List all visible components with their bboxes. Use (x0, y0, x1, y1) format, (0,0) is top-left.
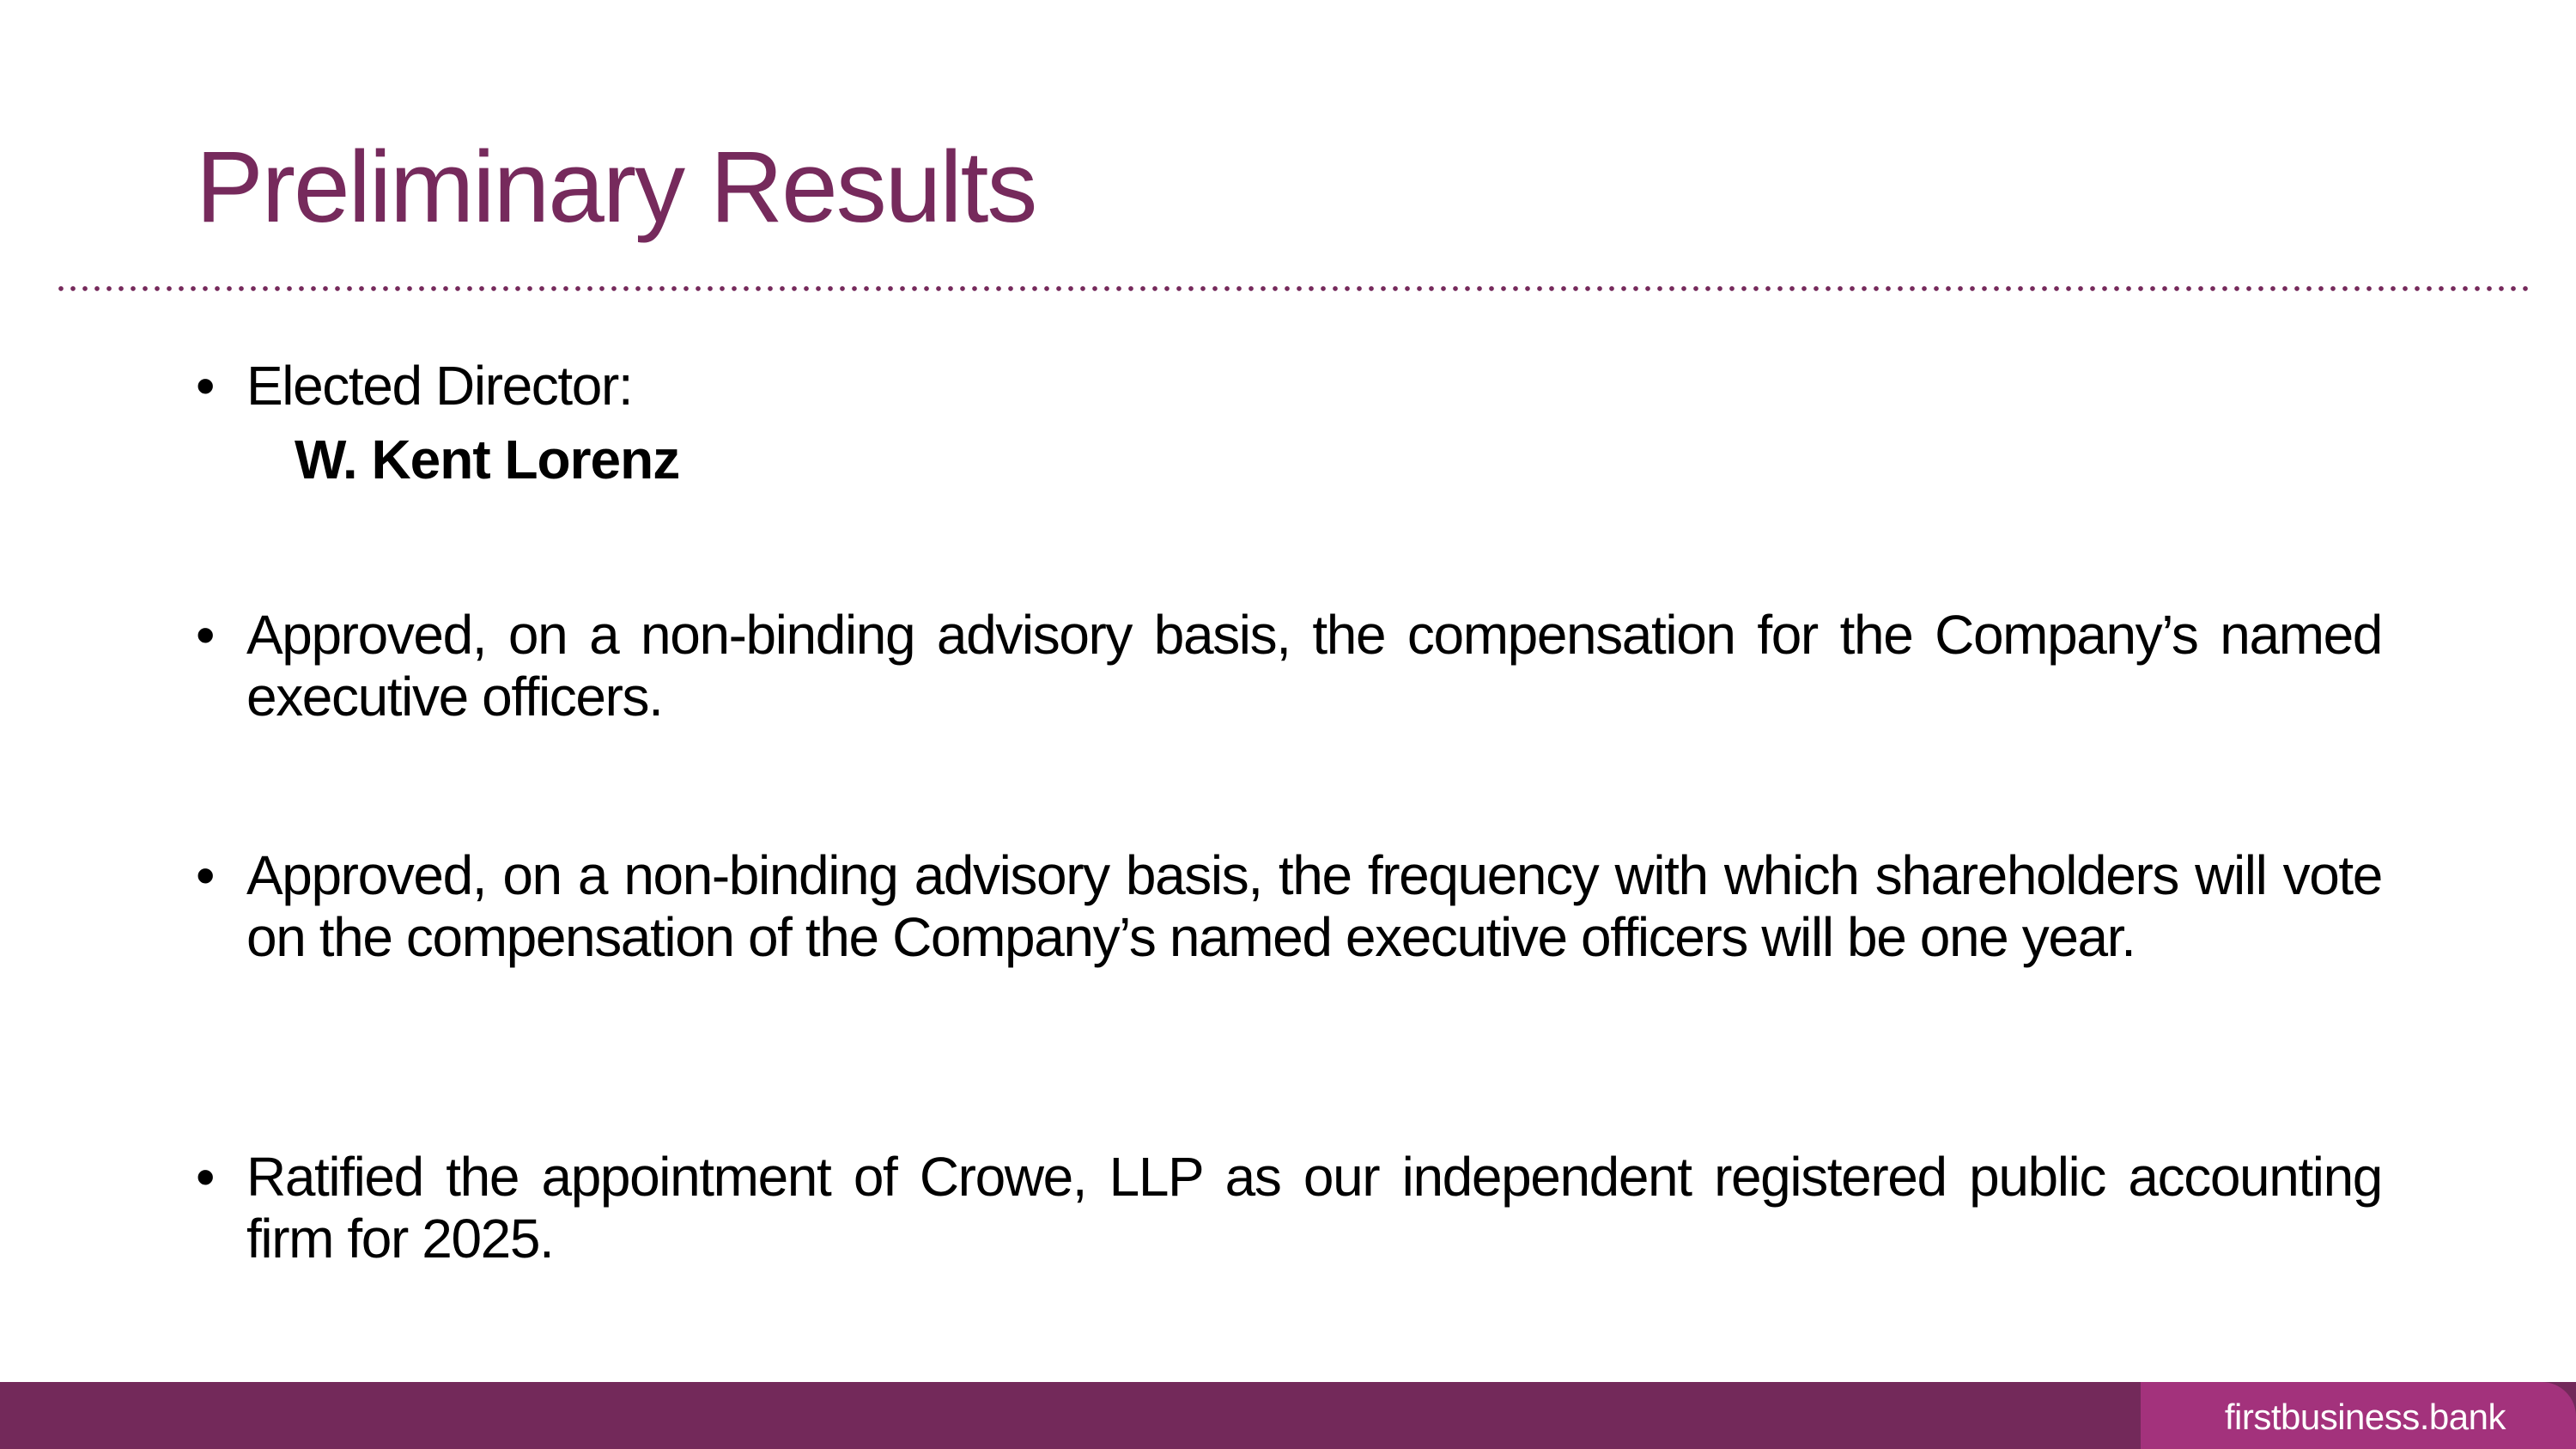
bullet-text: Approved, on a non-binding advisory basis, the frequency with which shareholders will vote on the compensation of the Company’s named executive officers will be one year. (246, 844, 2382, 968)
bullet-item-compensation (196, 604, 2382, 728)
bullet-dot-icon: • (196, 844, 216, 906)
bullet-dot-icon: • (196, 604, 216, 666)
dotted-divider (58, 286, 2528, 291)
footer-url: firstbusiness.bank (2224, 1397, 2506, 1437)
bullet-text: Approved, on a non-binding advisory basis, the compensation for the Company’s named executive officers. (246, 604, 2382, 728)
bullet-item-frequency (196, 844, 2382, 968)
footer-url-tab (2141, 1382, 2576, 1449)
bullet-text: Elected Director: (246, 355, 633, 417)
bullet-item-elected-director (196, 355, 2382, 490)
director-name: W. Kent Lorenz (295, 429, 680, 490)
slide-title: Preliminary Results (196, 131, 1036, 244)
bullet-dot-icon: • (196, 1146, 216, 1208)
bullet-text: Ratified the appointment of Crowe, LLP as our independent registered public accounting firm for 2025. (246, 1146, 2382, 1269)
bullet-dot-icon: • (196, 355, 216, 417)
bullet-item-auditor (196, 1146, 2382, 1269)
